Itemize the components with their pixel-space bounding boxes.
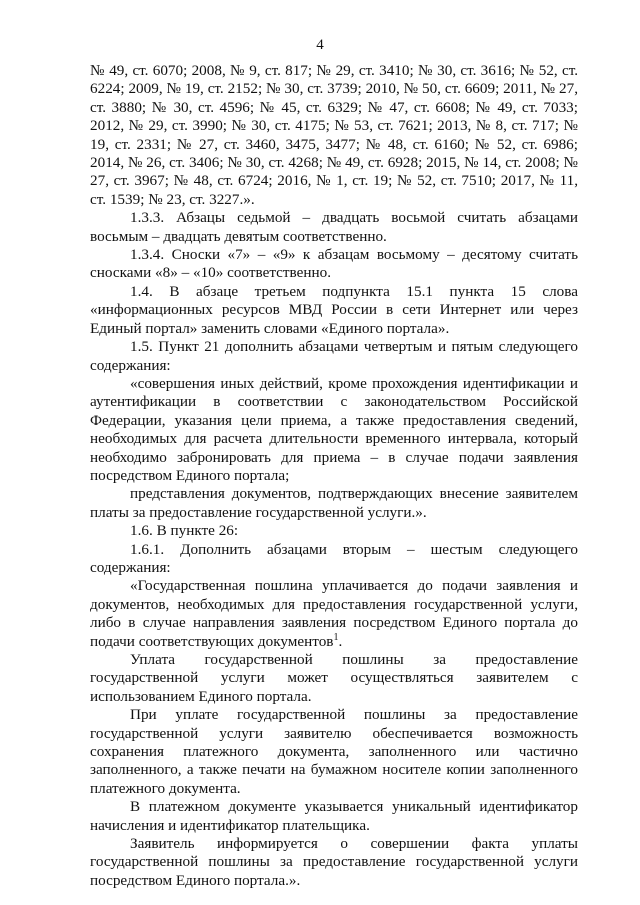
paragraph-1-3-3: 1.3.3. Абзацы седьмой – двадцать восьмой считать абзацами восьмым – двадцать девятым соответственно. <box>90 209 578 245</box>
paragraph-citations: № 49, ст. 6070; 2008, № 9, ст. 817; № 29, ст. 3410; № 30, ст. 3616; № 52, ст. 6224; 2009, № 19, ст. 2152; № 30, ст. 3739; 2010, № 50, ст. 6609; 2011, № 27, ст. 3880; № 30, ст. 4596; № 45, ст. 6329; № 47, ст. 6608; № 49, ст. 7033; 2012, № 29, ст. 3990; № 30, ст. 4175; № 53, ст. 7621; 2013, № 8, ст. 717; № 19, ст. 2331; № 27, ст. 3460, 3475, 3477; № 48, ст. 6160; № 52, ст. 6986; 2014, № 26, ст. 3406; № 30, ст. 4268; № 49, ст. 6928; 2015, № 14, ст. 2008; № 27, ст. 3967; № 48, ст. 6724; 2016, № 1, ст. 19; № 52, ст. 7510; 2017, № 11, ст. 1539; № 23, ст. 3227.». <box>90 62 578 208</box>
paragraph-1-5: 1.5. Пункт 21 дополнить абзацами четвертым и пятым следующего содержания: <box>90 338 578 374</box>
page-number: 4 <box>316 37 324 53</box>
quoted-paragraph-payment-document: При уплате государственной пошлины за предоставление государственной услуги заявителю обеспечивается возможность сохранения платежного документа, заполненного или частично заполненного, а также печати на бумажном носителе копии заполненного платежного документа. <box>90 706 578 797</box>
quoted-paragraph-actions: «совершения иных действий, кроме прохождения идентификации и аутентификации в соответствии с законодательством Российской Федерации, указания цели приема, а также предоставления сведений, необходимых для расчета длительности временного интервала, который необходимо забронировать для приема – в случае подачи заявления посредством Единого портала; <box>90 374 578 484</box>
paragraph-1-6-1: 1.6.1. Дополнить абзацами вторым – шестым следующего содержания: <box>90 540 578 576</box>
paragraph-1-4: 1.4. В абзаце третьем подпункта 15.1 пункта 15 слова «информационных ресурсов МВД России в сети Интернет или через Единый портал» заменить словами «Единого портала». <box>90 282 578 337</box>
paragraph-1-6: 1.6. В пункте 26: <box>130 522 239 540</box>
paragraph-1-3-4: 1.3.4. Сноски «7» – «9» к абзацам восьмому – десятому считать сносками «8» – «10» соответственно. <box>90 246 578 282</box>
footnote-marker: 1 <box>333 631 339 643</box>
quoted-paragraph-documents: представления документов, подтверждающих внесение заявителем платы за предоставление государственной услуги.». <box>90 485 578 521</box>
document-body <box>90 62 578 890</box>
quoted-paragraph-state-duty: «Государственная пошлина уплачивается до подачи заявления и документов, необходимых для предоставления государственной услуги, либо в случае направления заявления посредством Единого портала до подачи соответствующих документов$^1$. <box>90 577 578 650</box>
state-duty-text: «Государственная пошлина уплачивается до подачи заявления и документов, необходимых для предоставления государственной услуги, либо в случае направления заявления посредством Единого портала до подачи соответствующих документов <box>90 577 578 650</box>
quoted-paragraph-payment: Уплата государственной пошлины за предоставление государственной услуги может осуществляться заявителем с использованием Единого портала. <box>90 651 578 705</box>
quoted-paragraph-informing: Заявитель информируется о совершении факта уплаты государственной пошлины за предоставление государственной услуги посредством Единого портала.». <box>90 835 578 889</box>
quoted-paragraph-identifier: В платежном документе указывается уникальный идентификатор начисления и идентификатор плательщика. <box>90 798 578 834</box>
